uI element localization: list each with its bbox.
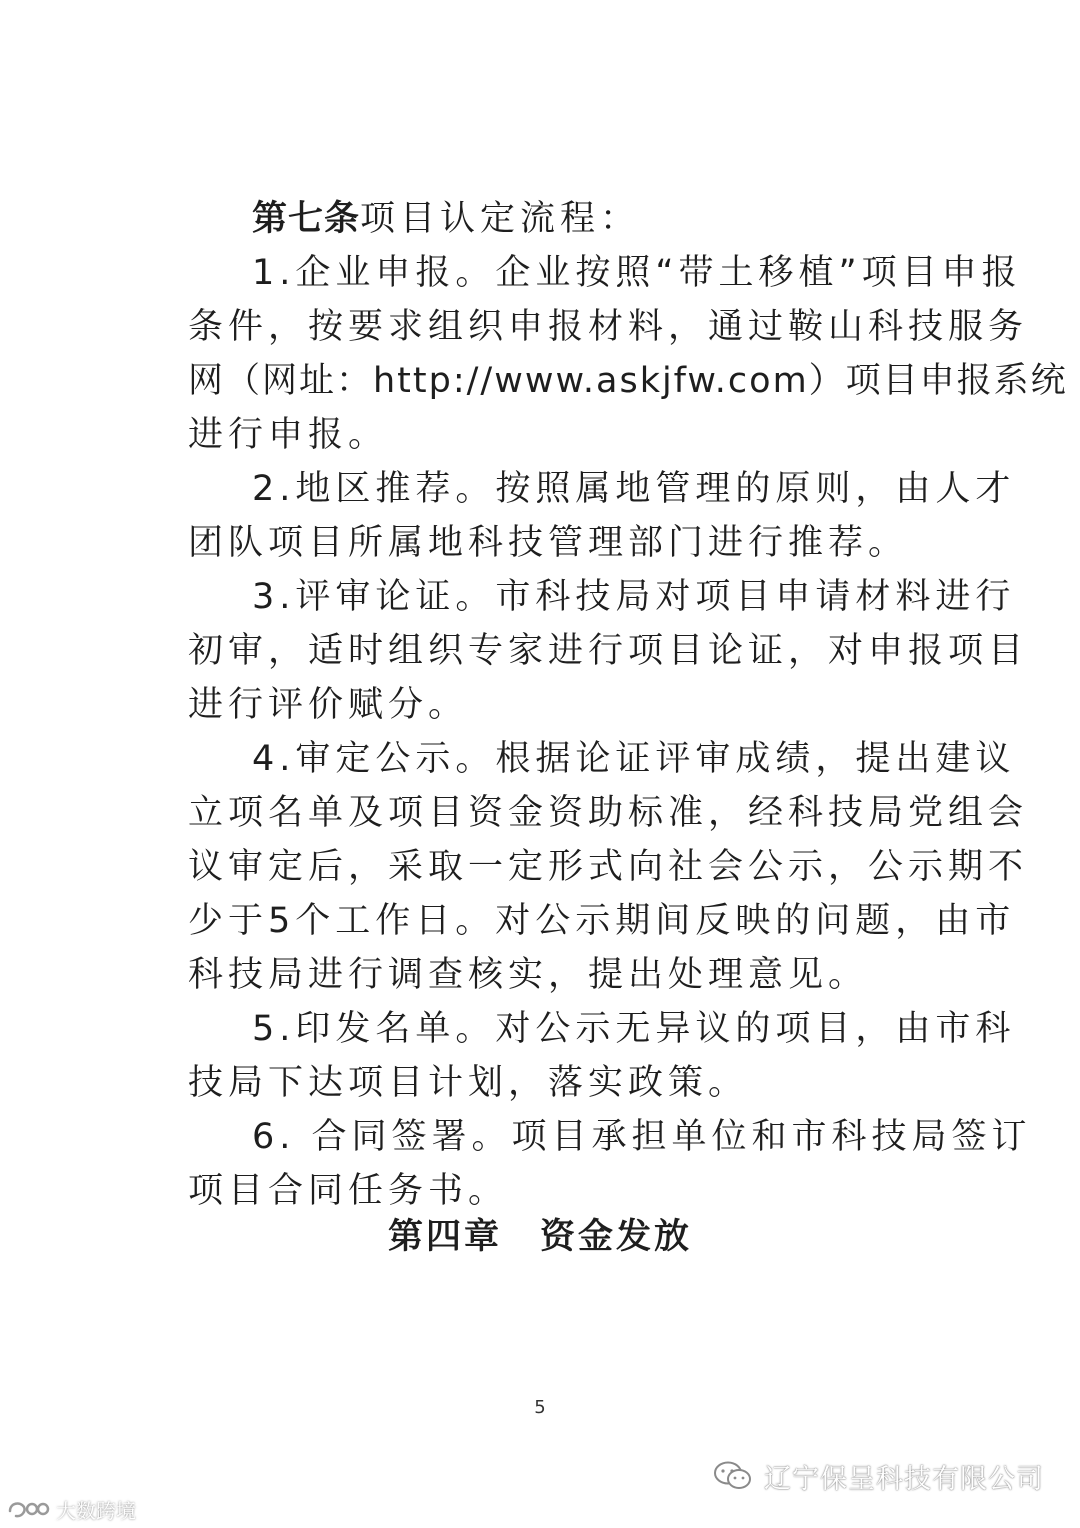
article-heading-text: 项目认定流程：: [360, 199, 641, 239]
site-watermark: [6, 1494, 136, 1524]
page-number: 5: [534, 1397, 546, 1418]
site-logo-icon: [6, 1497, 50, 1521]
paragraph-line: 技局下达项目计划，落实政策。: [188, 1063, 749, 1103]
paragraph-line: 网（网址：http://www.askjfw.com）项目申报系统: [188, 361, 1068, 401]
watermark-company-name: 辽宁保呈科技有限公司: [764, 1463, 1044, 1495]
paragraph-line: 2.地区推荐。按照属地管理的原则，由人才: [252, 469, 1016, 509]
article-number: 第七条: [252, 199, 361, 239]
paragraph-line: 5.印发名单。对公示无异议的项目，由市科: [252, 1009, 1016, 1049]
paragraph-line: 议审定后，采取一定形式向社会公示，公示期不: [188, 847, 1029, 887]
paragraph-line: 团队项目所属地科技管理部门进行推荐。: [188, 523, 909, 563]
paragraph-line: 少于5个工作日。对公示期间反映的问题，由市: [188, 901, 1016, 941]
paragraph-line: 条件，按要求组织申报材料，通过鞍山科技服务: [188, 307, 1029, 347]
paragraph-line: 立项名单及项目资金资助标准，经科技局党组会: [188, 793, 1029, 833]
wechat-icon: [712, 1460, 754, 1492]
watermark-site-name: 大数跨境: [56, 1498, 136, 1523]
paragraph-line: 进行评价赋分。: [188, 685, 469, 725]
paragraph-line: 项目合同任务书。: [188, 1171, 509, 1211]
paragraph-line: 初审，适时组织专家进行项目论证，对申报项目: [188, 631, 1029, 671]
paragraph-line: 4.审定公示。根据论证评审成绩，提出建议: [252, 739, 1016, 779]
wechat-watermark: [712, 1456, 1044, 1496]
paragraph-line: 3.评审论证。市科技局对项目申请材料进行: [252, 577, 1016, 617]
article-heading: [252, 192, 640, 246]
chapter-title: 第四章 资金发放: [387, 1217, 692, 1257]
paragraph-line: 6. 合同签署。项目承担单位和市科技局签订: [252, 1117, 1032, 1157]
paragraph-line: 科技局进行调查核实，提出处理意见。: [188, 955, 869, 995]
paragraph-line: 1.企业申报。企业按照“带土移植”项目申报: [252, 253, 1022, 293]
paragraph-line: 进行申报。: [188, 415, 389, 455]
